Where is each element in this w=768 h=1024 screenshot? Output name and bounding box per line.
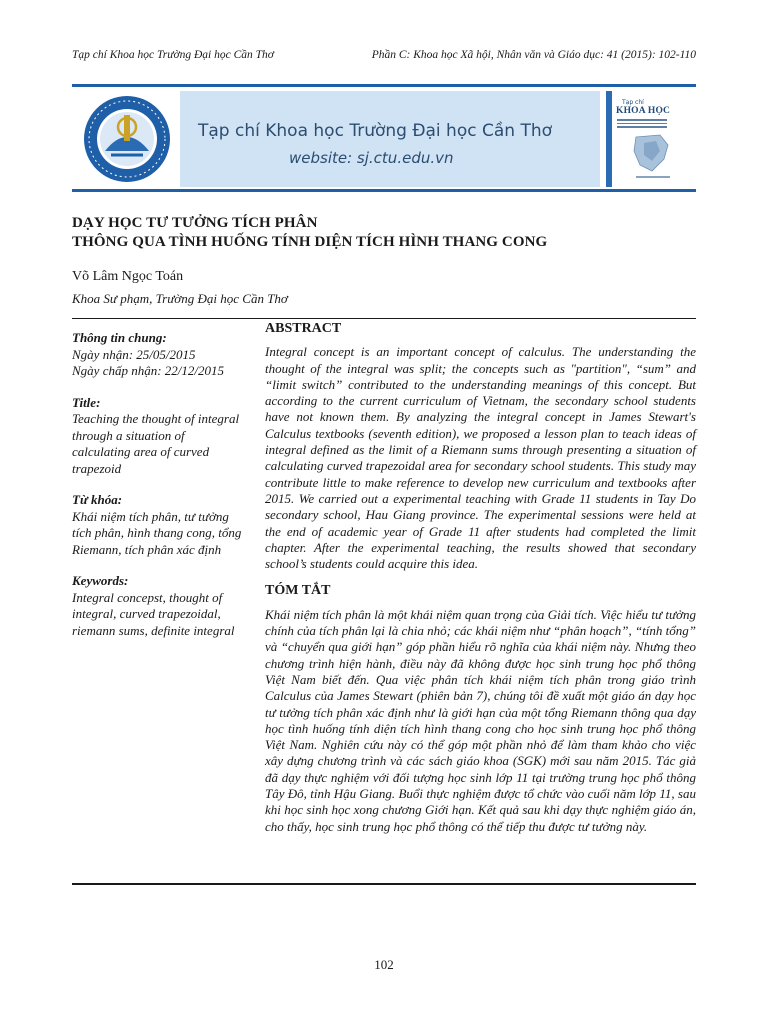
received-date: Ngày nhận: 25/05/2015: [72, 346, 196, 362]
keywords-vi-text: Khái niệm tích phân, tư tưởng tích phân, hình thang cong, tổng Riemann, tích phân xác định: [72, 508, 242, 557]
journal-banner: [72, 84, 696, 192]
banner-website: website: sj.ctu.edu.vn: [289, 149, 454, 167]
keywords-en-heading: Keywords:: [72, 573, 129, 588]
info-heading: Thông tin chung:: [72, 330, 167, 345]
university-logo: [75, 91, 179, 187]
running-header: [72, 49, 696, 65]
article-title-line2: THÔNG QUA TÌNH HUỐNG TÍNH DIỆN TÍCH HÌNH THANG CONG: [72, 234, 548, 250]
article-info-sidebar: [72, 330, 244, 648]
divider-top: [72, 318, 696, 319]
article-title: [72, 214, 547, 252]
cover-top-text: Tạp chí: [622, 99, 644, 106]
summary-heading: TÓM TẮT: [265, 583, 331, 599]
banner-journal-name: Tạp chí Khoa học Trường Đại học Cần Thơ: [198, 121, 553, 141]
cover-map-icon: [630, 131, 674, 175]
journal-header-left: Tạp chí Khoa học Trường Đại học Cần Thơ: [72, 49, 274, 61]
summary-text: Khái niệm tích phân là một khái niệm quan trọng của Giải tích. Việc hiểu tư tưởng chính của tích phân lại là chia nhỏ; các khái niệm như “phân hoạch”, “tính tổng” và “chuyển qua giới hạn” góp phần hiểu rõ nghĩa của khái niệm này. Nhưng theo chương trình hiện hành, điều này đã không được học sinh trung học phổ thông Việt Nam biết đến. Qua việc phân tích khái niệm tích phân trong giáo trình Calculus của James Stewart (phiên bản 7), chúng tôi đề xuất một giáo án dạy học tư tưởng tích phân xác định như là giới hạn của một tổng Riemann thông qua dạy học tình huống tính diện tích hình thang cong cho học sinh trung học phổ thông Việt Nam. Nghiên cứu này có thể góp một phần nhỏ để làm tham khảo cho việc xây dựng chương trình và các sách giáo khoa (SGK) mới sau năm 2015. Tác giả đã dạy thực nghiệm với đối tượng học sinh lớp 11 tại trường trung học phổ thông Tây Đô, tỉnh Hậu Giang. Buổi thực nghiệm được tổ chức vào cuối năm lớp 11, sau khi học sinh học xong chương Giới hạn. Kết quả sau khi dạy thực nghiệm giáo án, cho thấy, học sinh trung học phổ thông có thể tiếp thu được tư tưởng này.: [265, 606, 696, 834]
abstract-text: Integral concept is an important concept of calculus. The understanding the thought of the integral was split; the concepts such as "partition", “sum” and “limit switch” contributed to the understanding meanings of this concept. But according to the current curriculum of Vietnam, the secondary school students have not known them. By analyzing the integral concept in James Stewart's Calculus textbooks (seventh edition), we proposed a lesson plan to teach ideas of integral defined as the limit of a Riemann sums through presenting a situation of calculating curved trapezoidal area for secondary school students. This study may contribute little to make reference to develop new curriculum and textbooks after 2015. We carried out a experimental teaching with Grade 11 students in Tay Do secondary school, Hau Giang province. The experimental sessions were held at the end of academic year of Grade 11 after students had completed the limit chapter. After the experimental teaching, the results showed that secondary school’s students could acquire this idea.: [265, 344, 696, 572]
author-name: Võ Lâm Ngọc Toán: [72, 269, 184, 284]
journal-header-right: Phần C: Khoa học Xã hội, Nhân văn và Giáo dục: 41 (2015): 102-110: [371, 49, 696, 61]
keywords-en-text: Integral concepst, thought of integral, curved trapezoidal, riemann sums, definite integral: [72, 589, 235, 638]
author-affiliation: Khoa Sư phạm, Trường Đại học Cần Thơ: [72, 291, 288, 306]
journal-cover-thumbnail: [599, 91, 678, 187]
accepted-date: Ngày chấp nhận: 22/12/2015: [72, 363, 225, 378]
keywords-vi-heading: Từ khóa:: [72, 492, 123, 507]
abstract-heading: ABSTRACT: [265, 321, 342, 336]
english-title-heading: Title:: [72, 394, 101, 410]
article-title-line1: DẠY HỌC TƯ TƯỞNG TÍCH PHÂN: [72, 215, 318, 231]
article-main-column: [265, 321, 696, 835]
english-title-text: Teaching the thought of integral through a situation of calculating area of curved trapezoid: [72, 411, 240, 476]
divider-bottom: [72, 883, 696, 885]
page-number: 102: [374, 957, 394, 972]
cover-title: KHOA HỌC: [616, 106, 671, 116]
university-seal-icon: [75, 91, 179, 187]
